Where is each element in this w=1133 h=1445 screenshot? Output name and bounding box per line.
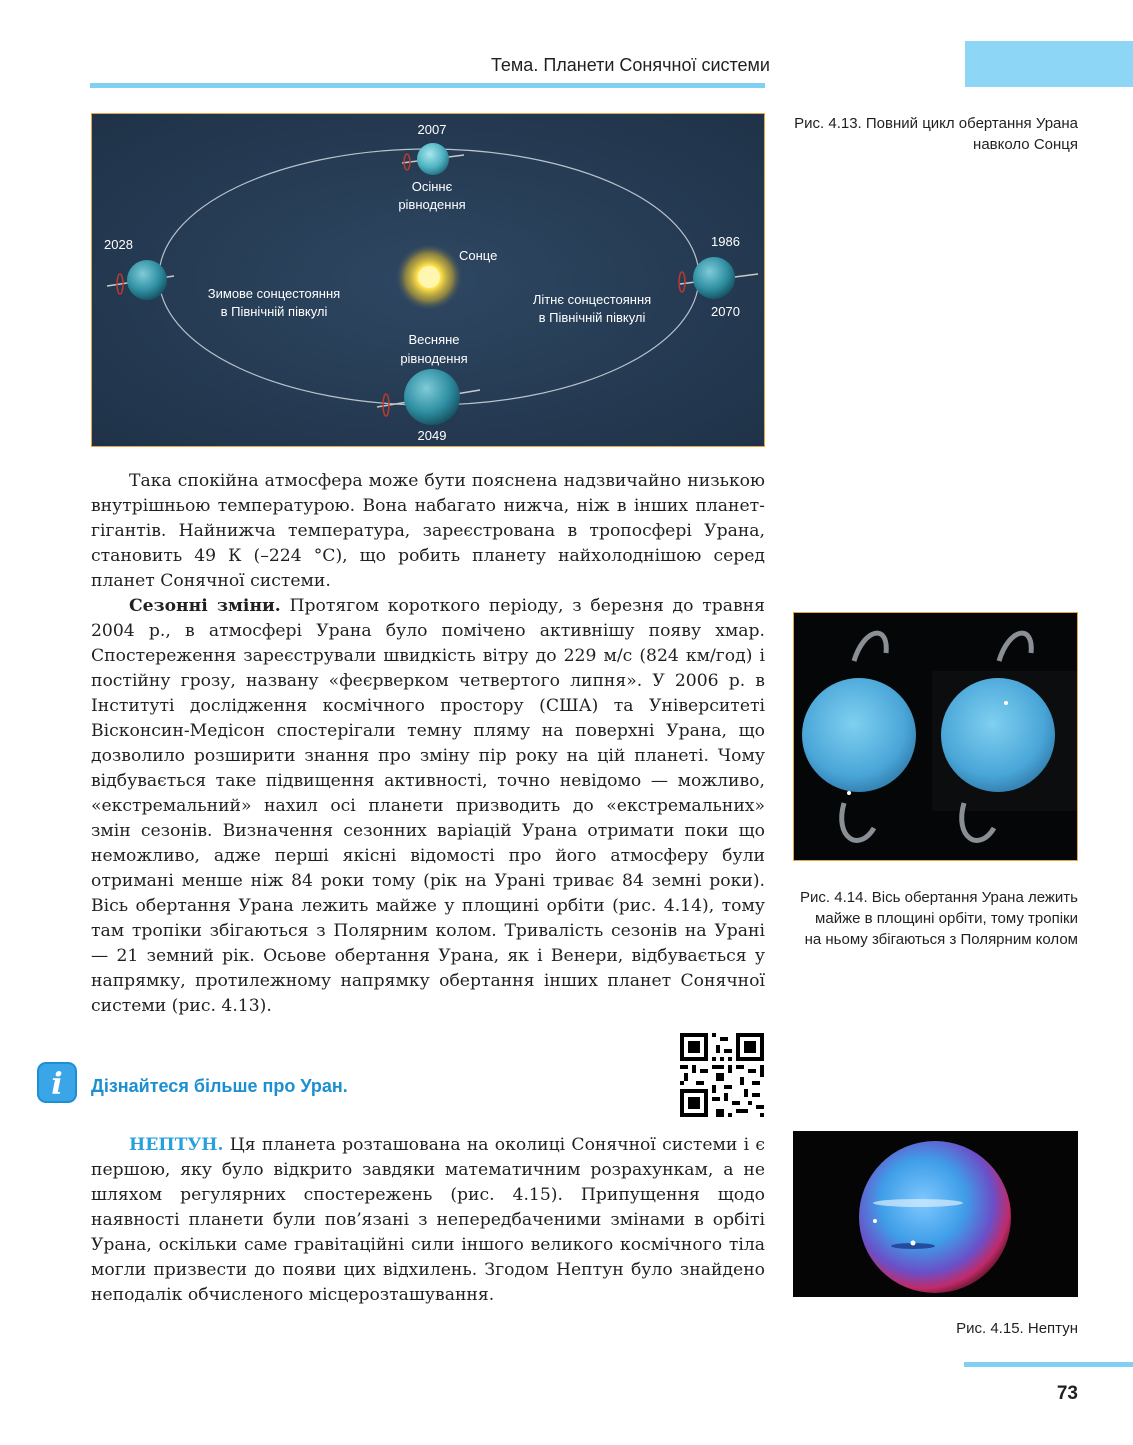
svg-text:i: i: [51, 1067, 63, 1102]
paragraph-seasons: [91, 594, 765, 1019]
uranus-left-icon: [802, 678, 916, 792]
paragraph-neptune: [91, 1133, 765, 1308]
label-summer-2: в Північній півкулі: [538, 310, 646, 325]
neptune-icon: [859, 1141, 1011, 1293]
paragraph-atmosphere: Така спокійна атмосфера може бути пояснена надзвичайно низькою внутрішньою температурою. Вона набагато нижча, ніж в інших планет-гігантів. Найнижча температура, зареєстрована в тропосфері Урана, становить 49 К (–224 °С), що робить планету найхолоднішою серед планет Сонячної системи.: [91, 471, 765, 591]
seasons-heading: Сезонні зміни.: [129, 596, 281, 616]
label-autumn-2: рівнодення: [398, 197, 466, 212]
label-1986: 1986: [711, 234, 740, 249]
label-winter-1: Зимове сонцестояння: [207, 286, 341, 301]
neptune-text: Ця планета розташована на околиці Сонячної системи і є першою, яку було відкрито завдяки математичним розрахункам, а не шляхом регулярних спостережень (рис. 4.15). Припущення щодо наявності планети були пов’язані з непередбаченими змінами в орбіті Урана, оскільки саме гравітаційні сили іншого великого космічного тіла могли призвести до появи цих відхилень. Згодом Нептун було знайдено неподалік обчисленого місцерозташування.: [91, 1135, 765, 1305]
figure-neptune: [793, 1131, 1078, 1297]
figure-uranus-orbit: [91, 113, 765, 447]
label-spring-2: рівнодення: [400, 351, 468, 366]
label-autumn-1: Осіннє: [411, 179, 453, 194]
caption-figure-4-13: Рис. 4.13. Повний цикл обертання Урана навколо Сонця: [794, 115, 1078, 153]
label-spring-1: Весняне: [408, 332, 460, 347]
seasons-text: Протягом короткого періоду, з березня до травня 2004 р., в атмосфері Урана було помічено активнішу появу хмар. Спостереження зареєстрували швидкість вітру до 229 м/с (824 км/год) і постійну грозу, названу «феєрверком четвертого липня». У 2006 р. в Інституті дослідження космічного простору (США) та Університеті Вісконсин-Медісон спостерігали темну пляму на поверхні Урана, що дозволило розширити знання про зміну пір року на цій планеті. Чому відбувається таке підвищення активності, точно невідомо — можливо, «екстремальний» нахил осі планети призводить до «екстремальних» змін сезонів. Визначення сезонних варіацій Урана отримати поки що неможливо, адже перші якісні відомості про його атмосферу були отримані менше ніж 84 роки тому (рік на Урані триває 84 земні роки). Вісь обертання Урана лежить майже у площині орбіти (рис. 4.14), тому там тропіки збігаються з Полярним колом. Тривалість сезонів на Урані — 21 земний рік. Осьове обертання Урана, як і Венери, відбувається у напрямку, протилежному напрямку обертання інших планет Сонячної системи (рис. 4.13).: [91, 596, 765, 1016]
header-color-tab: [965, 41, 1133, 87]
header-rule: [90, 83, 765, 88]
uranus-right-icon: [941, 678, 1055, 792]
label-2049: 2049: [417, 428, 447, 443]
caption-figure-4-14: Рис. 4.14. Вісь обертання Урана лежить майже в площині орбіти, тому тропіки на ньому збігаються з Полярним колом: [800, 889, 1078, 948]
label-2007: 2007: [417, 122, 447, 137]
label-winter-2: в Північній півкулі: [220, 304, 328, 319]
label-2070: 2070: [711, 304, 740, 319]
label-sun: Сонце: [459, 248, 498, 263]
learn-more-link[interactable]: Дізнайтеся більше про Уран.: [91, 1076, 348, 1096]
label-2028: 2028: [104, 237, 133, 252]
figure-uranus-axis: [793, 612, 1078, 861]
info-icon: [36, 1061, 78, 1104]
caption-figure-4-15: Рис. 4.15. Нептун: [956, 1320, 1078, 1337]
footer-rule: [964, 1362, 1133, 1367]
label-summer-1: Літнє сонцестояння: [532, 292, 652, 307]
qr-code-icon[interactable]: [680, 1033, 764, 1117]
running-header: Тема. Планети Сонячної системи: [490, 55, 770, 75]
neptune-heading: НЕПТУН.: [129, 1135, 224, 1155]
page-number: 73: [1056, 1383, 1078, 1404]
